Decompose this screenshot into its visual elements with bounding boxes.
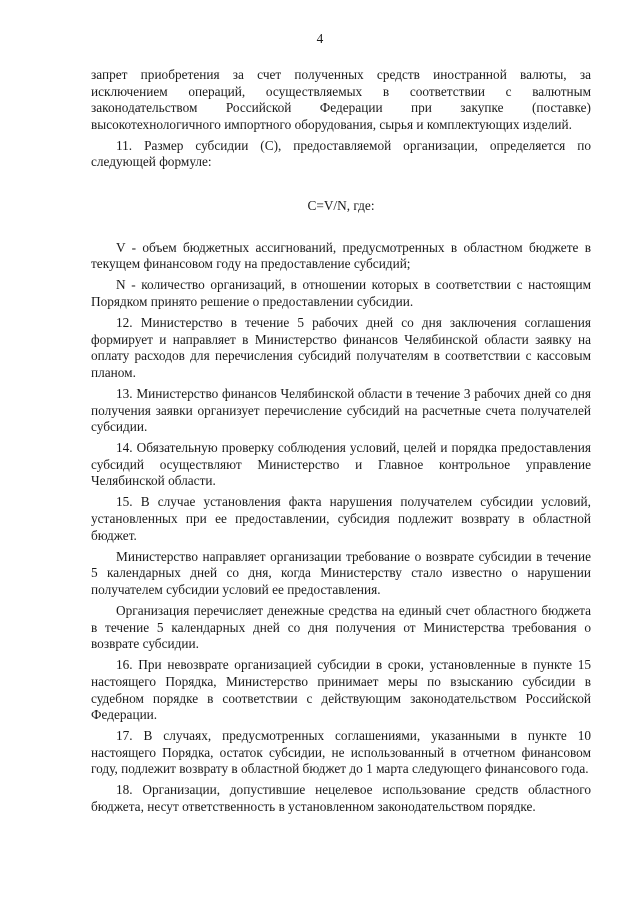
paragraph-item-12: 12. Министерство в течение 5 рабочих дней со дня заключения соглашения формирует и направляет в Министерство финансов Челябинской области заявку на оплату расходов для перечисления субсидий получателям в соответствии с кассовым планом.: [91, 315, 591, 380]
paragraph-item-16: 16. При невозврате организацией субсидии в сроки, установленные в пункте 15 настоящего Порядка, Министерство принимает меры по взысканию субсидии в судебном порядке в соответствии с действующим законодательством Российской Федерации.: [91, 657, 591, 723]
paragraph-item-15-transfer: Организация перечисляет денежные средства на единый счет областного бюджета в течение 5 календарных дней со дня получения от Министерства требования о возврате субсидии.: [91, 603, 591, 652]
page-number: 4: [316, 31, 324, 46]
paragraph-item-11: 11. Размер субсидии (С), предоставляемой организации, определяется по следующей формуле:: [91, 137, 591, 170]
paragraph-item-18: 18. Организации, допустившие нецелевое использование средств областного бюджета, несут ответственность в установленном законодательством порядке.: [91, 782, 591, 815]
paragraph-item-14: 14. Обязательную проверку соблюдения условий, целей и порядка предоставления субсидий осуществляют Министерство и Главное контрольное управление Челябинской области.: [91, 440, 591, 489]
paragraph-item-13: 13. Министерство финансов Челябинской области в течение 3 рабочих дней со дня получения заявки организует перечисление субсидий на расчетные счета получателей субсидии.: [91, 385, 591, 435]
formula: C=V/N, где:: [307, 198, 375, 214]
paragraph-definition-n: N - количество организаций, в отношении которых в соответствии с настоящим Порядком принято решение о предоставлении субсидии.: [91, 277, 591, 309]
paragraph-item-17: 17. В случаях, предусмотренных соглашениями, указанными в пункте 10 настоящего Порядка, остаток субсидии, не использованный в отчетном финансовом году, подлежит возврату в областной бюджет до 1 марта следующего финансового года.: [91, 728, 591, 777]
paragraph-item-15: 15. В случае установления факта нарушения получателем субсидии условий, установленных при ее предоставлении, субсидия подлежит возврату в областной бюджет.: [91, 494, 591, 543]
document-body: [91, 67, 591, 820]
paragraph-item-15-demand: Министерство направляет организации требование о возврате субсидии в течение 5 календарных дней со дня, когда Министерству стало известно о нарушении получателем субсидии условий ее предоставления.: [91, 548, 591, 597]
paragraph-definition-v: V - объем бюджетных ассигнований, предусмотренных в областном бюджете в текущем финансовом году на предоставление субсидий;: [91, 239, 591, 272]
paragraph-continuation: запрет приобретения за счет полученных средств иностранной валюты, за исключением операций, осуществляемых в соответствии с валютным законодательством Российской Федерации при закупке (поставке) высокотехнологичного импортного оборудования, сырья и комплектующих изделий.: [91, 67, 591, 132]
